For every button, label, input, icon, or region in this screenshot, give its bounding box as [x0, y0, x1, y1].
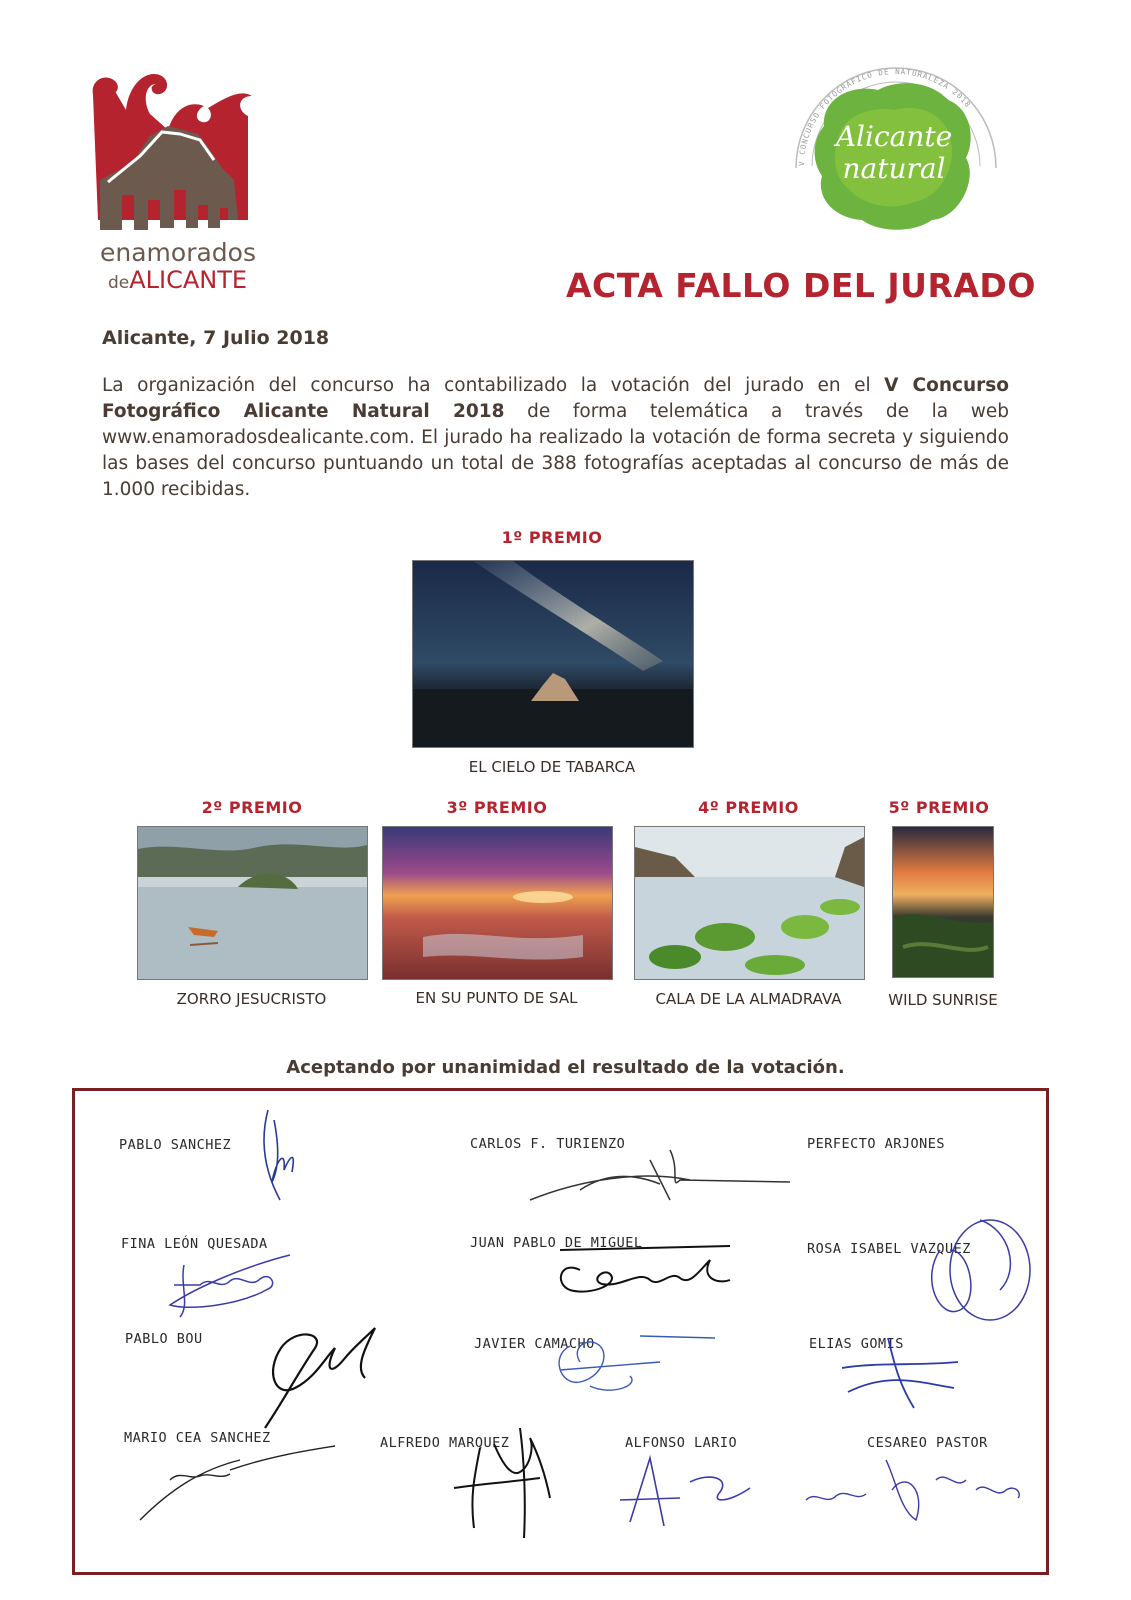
document-date: Alicante, 7 Julio 2018: [102, 327, 330, 349]
prize-title-4: CALA DE LA ALMADRAVA: [655, 990, 842, 1008]
prize-title-5: WILD SUNRISE: [888, 991, 998, 1009]
signature-11-icon: [450, 1418, 580, 1542]
logo-text-alicante-word: ALICANTE: [129, 266, 248, 294]
prize-photo-3: [382, 826, 613, 980]
alicante-natural-seal-icon: [782, 48, 1008, 248]
prize-label-3: 3º PREMIO: [446, 798, 548, 817]
jury-name-10: MARIO CEA SANCHEZ: [124, 1430, 271, 1446]
jury-name-7: PABLO BOU: [125, 1331, 203, 1347]
prize-label-4: 4º PREMIO: [698, 798, 799, 817]
jury-name-1: PABLO SANCHEZ: [119, 1137, 232, 1153]
jury-name-6: ROSA ISABEL VAZQUEZ: [807, 1241, 971, 1257]
intro-text-2: de forma telemática a través de la web www.enamoradosdealicante.com. El jurado ha realizado la votación de forma secreta y siguiendo las bases del concurso puntuando un total de 388 fotografías aceptadas al concurso de más de 1.000 recibidas.: [102, 401, 1009, 500]
prize-label-5: 5º PREMIO: [888, 798, 990, 817]
signature-4-icon: [160, 1245, 300, 1325]
prize-label-2: 2º PREMIO: [201, 798, 303, 817]
jury-name-2: CARLOS F. TURIENZO: [470, 1136, 626, 1152]
prize-photo-1: [412, 560, 694, 748]
signature-8-icon: [540, 1326, 720, 1406]
prize-photo-5: [892, 826, 994, 978]
logo-text-enamorados: enamorados: [100, 238, 256, 267]
jury-name-3: PERFECTO ARJONES: [807, 1136, 946, 1152]
intro-contest-name: V Concurso Fotográfico Alicante Natural 2018: [102, 375, 1009, 422]
acceptance-statement: Aceptando por unanimidad el resultado de la votación.: [286, 1057, 845, 1078]
prize-photo-2: [137, 826, 368, 980]
prize-title-3: EN SU PUNTO DE SAL: [415, 989, 578, 1007]
signature-9-icon: [838, 1332, 968, 1412]
jury-name-12: ALFONSO LARIO: [625, 1435, 738, 1451]
seal-ring-text: V CONCURSO FOTOGRÁFICO DE NATURALEZA 2018: [796, 66, 973, 167]
jury-name-8: JAVIER CAMACHO: [474, 1336, 595, 1352]
jury-name-11: ALFREDO MARQUEZ: [380, 1435, 510, 1451]
signature-10-icon: [130, 1440, 340, 1530]
seal-word-alicante: Alicante: [835, 120, 953, 153]
page-title: ACTA FALLO DEL JURADO: [566, 266, 1036, 305]
signature-13-icon: [796, 1450, 1026, 1530]
signature-7-icon: [255, 1318, 385, 1438]
jury-name-9: ELIAS GOMIS: [809, 1336, 904, 1352]
signature-2-icon: [520, 1140, 800, 1210]
prize-label-1: 1º PREMIO: [501, 528, 603, 547]
logo-text-de: de: [108, 273, 130, 293]
prize-title-1: EL CIELO DE TABARCA: [468, 758, 636, 776]
signature-12-icon: [610, 1452, 760, 1532]
intro-text-1: La organización del concurso ha contabilizado la votación del jurado en el: [102, 375, 885, 396]
logo-text-alicante: [108, 266, 247, 294]
signature-6-icon: [920, 1210, 1040, 1340]
signature-5-icon: [550, 1240, 740, 1304]
jury-name-5: JUAN PABLO DE MIGUEL: [470, 1235, 643, 1251]
jury-name-13: CESAREO PASTOR: [867, 1435, 988, 1451]
seal-word-natural: natural: [842, 152, 946, 185]
prize-photo-4: [634, 826, 865, 980]
signature-1-icon: [250, 1100, 310, 1210]
intro-paragraph: [102, 373, 1009, 503]
jury-name-4: FINA LEÓN QUESADA: [121, 1236, 268, 1252]
prize-title-2: ZORRO JESUCRISTO: [176, 990, 327, 1008]
